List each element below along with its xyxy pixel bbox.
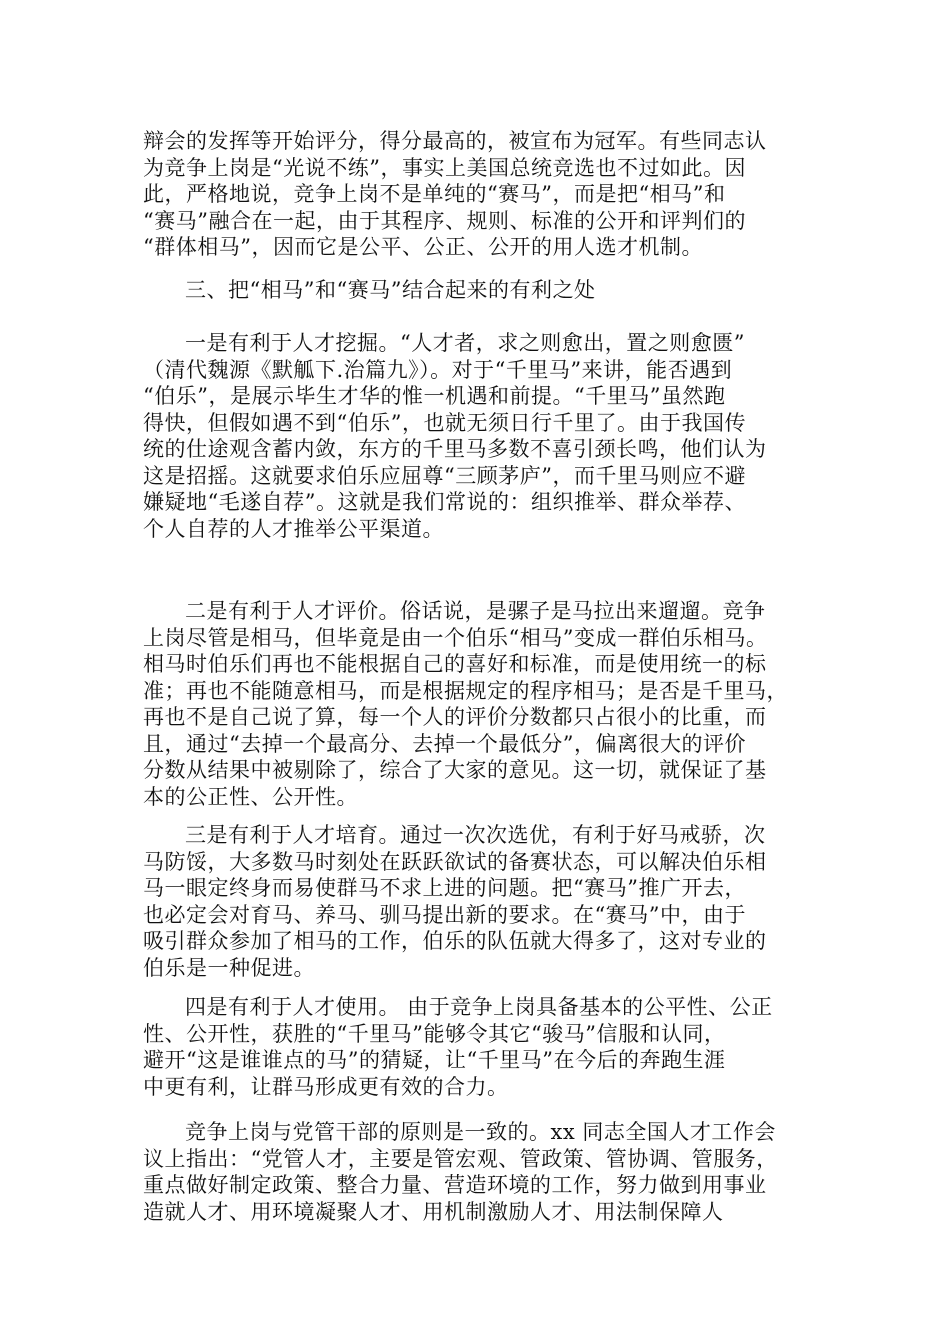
paragraph-talent-discovery bbox=[143, 330, 815, 542]
heading-line: 三、把“相马”和“赛马”结合起来的有利之处 bbox=[185, 278, 596, 302]
text-line: 再也不是自己说了算，每一个人的评价分数都只占很小的比重，而 bbox=[143, 705, 767, 729]
text-line: 二是有利于人才评价。俗话说，是骡子是马拉出来遛遛。竞争 bbox=[185, 599, 766, 623]
text-line: （清代魏源《默觚下.治篇九》）。对于“千里马”来讲，能否遇到 bbox=[143, 357, 733, 382]
text-line: “伯乐”，是展示毕生才华的惟一机遇和前提。“千里马”虽然跑 bbox=[143, 384, 726, 408]
paragraph-talent-evaluation bbox=[143, 598, 815, 810]
paragraph-intro-continuation bbox=[143, 128, 815, 261]
text-line: 也必定会对育马、养马、驯马提出新的要求。在“赛马”中，由于 bbox=[143, 902, 746, 927]
text-line: 得快，但假如遇不到“伯乐”，也就无须日行千里了。由于我国传 bbox=[143, 410, 746, 435]
text-line: 议上指出：“党管人才，主要是管宏观、管政策、管协调、管服务， bbox=[143, 1146, 778, 1171]
text-line: 重点做好制定政策、整合力量、营造环境的工作，努力做到用事业 bbox=[143, 1173, 767, 1197]
text-line: 伯乐是一种促进。 bbox=[143, 955, 315, 980]
text-line: 马一眼定终身而易使群马不求上进的问题。把“赛马”推广开去， bbox=[143, 876, 746, 900]
text-line: 此，严格地说，竞争上岗不是单纯的“赛马”，而是把“相马”和 bbox=[143, 182, 726, 206]
text-line: 竞争上岗与党管干部的原则是一致的。xx 同志全国人才工作会 bbox=[185, 1120, 776, 1144]
text-line: 马防馁，大多数马时刻处在跃跃欲试的备赛状态，可以解决伯乐相 bbox=[143, 849, 767, 874]
text-line: 辩会的发挥等开始评分，得分最高的，被宣布为冠军。有些同志认 bbox=[143, 129, 767, 153]
text-line: 上岗尽管是相马，但毕竟是由一个伯乐“相马”变成一群伯乐相马。 bbox=[143, 625, 768, 650]
text-line: 中更有利，让群马形成更有效的合力。 bbox=[143, 1074, 509, 1099]
text-line: 相马时伯乐们再也不能根据自己的喜好和标准，而是使用统一的标 bbox=[143, 652, 767, 676]
text-line: 分数从结果中被剔除了，综合了大家的意见。这一切，就保证了基 bbox=[143, 758, 767, 782]
paragraph-talent-use bbox=[143, 994, 815, 1100]
paragraph-party-principle bbox=[143, 1119, 815, 1225]
text-line: 一是有利于人才挖掘。“人才者，求之则愈出，置之则愈匮” bbox=[185, 331, 745, 355]
text-line: 吸引群众参加了相马的工作，伯乐的队伍就大得多了，这对专业的 bbox=[143, 929, 767, 953]
paragraph-talent-cultivation bbox=[143, 822, 815, 981]
text-line: 四是有利于人才使用。 由于竞争上岗具备基本的公平性、公正 bbox=[185, 995, 773, 1019]
text-line: 嫌疑地“毛遂自荐”。这就是我们常说的：组织推举、群众举荐、 bbox=[143, 490, 746, 514]
text-line: 统的仕途观含蓄内敛，东方的千里马多数不喜引颈长鸣，他们认为 bbox=[143, 437, 767, 461]
section-heading bbox=[143, 277, 815, 304]
text-line: 造就人才、用环境凝聚人才、用机制激励人才、用法制保障人 bbox=[143, 1199, 724, 1224]
text-line: 避开“这是谁谁点的马”的猜疑，让“千里马”在今后的奔跑生涯 bbox=[143, 1048, 726, 1072]
text-line: 本的公正性、公开性。 bbox=[143, 784, 358, 809]
text-line: 为竞争上岗是“光说不练”，事实上美国总统竞选也不过如此。因 bbox=[143, 155, 746, 180]
text-line: 个人自荐的人才推举公平渠道。 bbox=[143, 516, 444, 541]
text-line: 这是招摇。这就要求伯乐应屈尊“三顾茅庐”，而千里马则应不避 bbox=[143, 463, 746, 488]
text-line: 三是有利于人才培育。通过一次次选优，有利于好马戒骄，次 bbox=[185, 823, 766, 847]
text-line: “群体相马”，因而它是公平、公正、公开的用人选才机制。 bbox=[143, 235, 703, 259]
text-line: 且，通过“去掉一个最高分、去掉一个最低分”，偏离很大的评价 bbox=[143, 731, 746, 756]
text-line: 性、公开性，获胜的“千里马”能够令其它“骏马”信服和认同， bbox=[143, 1021, 726, 1046]
text-line: 准；再也不能随意相马，而是根据规定的程序相马；是否是千里马， bbox=[143, 678, 788, 703]
text-line: “赛马”融合在一起，由于其程序、规则、标准的公开和评判们的 bbox=[143, 208, 746, 233]
